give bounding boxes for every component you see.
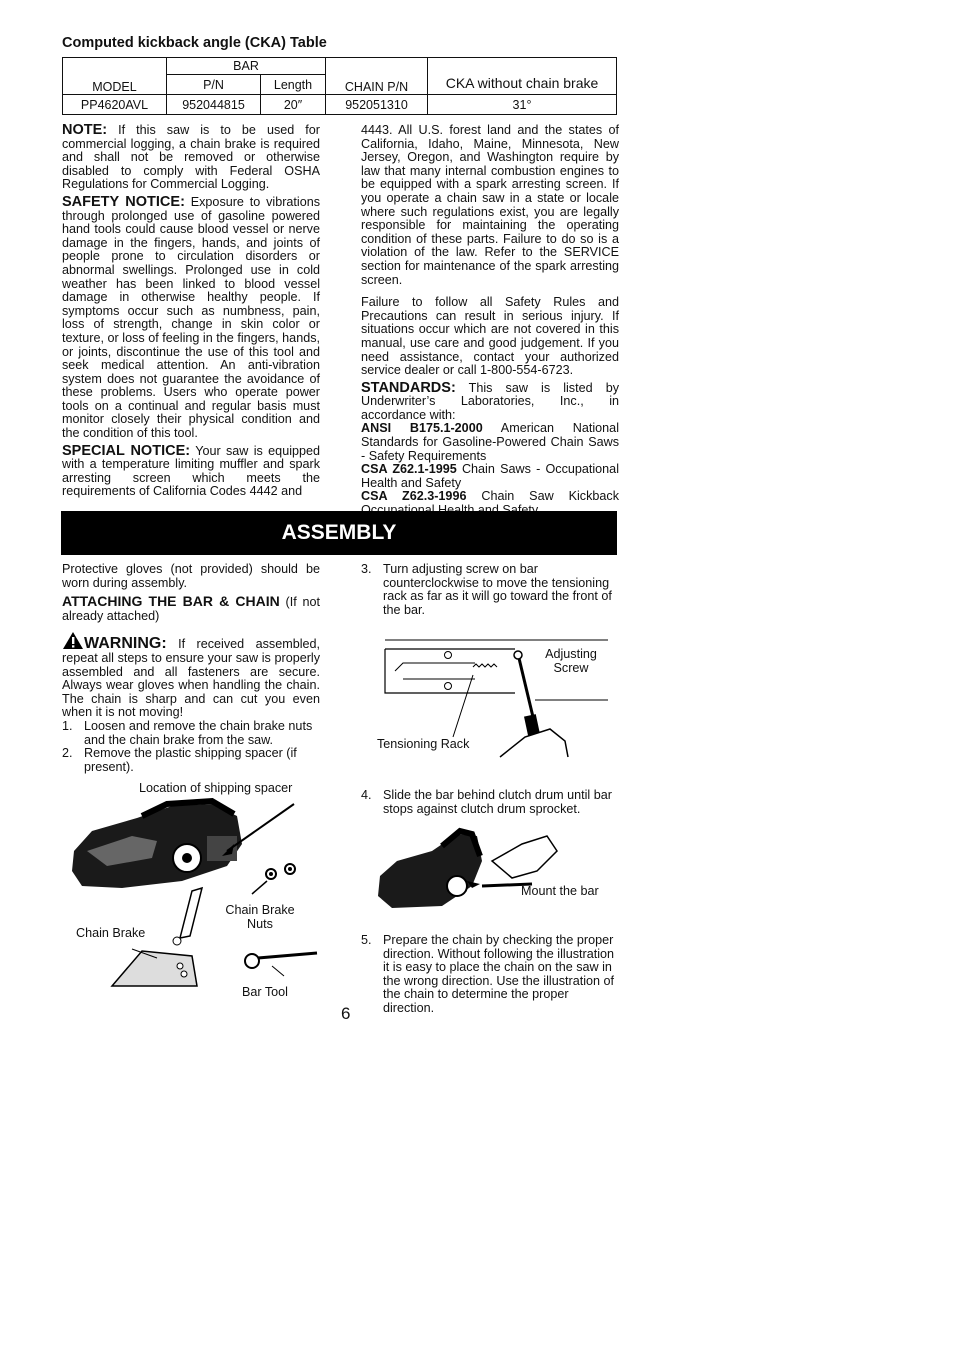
ansi-label: ANSI B175.1-2000	[361, 421, 483, 436]
step-number: 5.	[361, 933, 372, 947]
steps-right-list-a	[361, 563, 619, 617]
table-title: Computed kickback angle (CKA) Table	[62, 35, 327, 51]
step-number: 2.	[62, 746, 73, 761]
csa2-text: Chain Saw Kickback	[481, 489, 619, 504]
caption-bar-tool: Bar Tool	[242, 985, 288, 999]
steps-right-list-c	[361, 934, 619, 1016]
note-label: NOTE:	[62, 122, 108, 138]
step-number: 3.	[361, 562, 372, 576]
steps-left-list	[62, 720, 320, 774]
step-text: Slide the bar behind clutch drum until bar stops against clutch drum sprocket.	[383, 788, 612, 816]
special-label: SPECIAL NOTICE:	[62, 442, 191, 459]
step-text: Turn adjusting screw on bar counterclockwise to move the tensioning rack as far as it will go toward the front of the bar.	[383, 562, 612, 617]
attach-note: (If not already attached)	[62, 595, 320, 623]
caption-mount-bar: Mount the bar	[521, 884, 599, 898]
step-text: Remove the plastic shipping spacer (if present).	[84, 746, 297, 774]
table-row	[63, 95, 617, 115]
cell-model: PP4620AVL	[63, 95, 167, 115]
attach-paragraph	[62, 595, 320, 623]
cell-pn: 952044815	[167, 95, 261, 115]
warning-paragraph	[62, 631, 320, 720]
ansi-paragraph	[361, 422, 619, 463]
step-5-block	[361, 934, 619, 1016]
step-text: Prepare the chain by checking the proper direction. Without following the illustration it is easy to place the chain on the saw in the wrong direction. Use the illustration of the chain to determine the proper direction.	[383, 933, 615, 1015]
header-model: MODEL	[63, 58, 167, 95]
caption-shipping-spacer: Location of shipping spacer	[139, 781, 293, 795]
assembly-left-column	[62, 563, 320, 774]
mount-bar-illustration	[372, 826, 572, 916]
step-number: 1.	[62, 718, 73, 733]
list-item	[62, 720, 320, 747]
notes-left-column	[62, 124, 320, 503]
safety-text: Exposure to vibrations through prolonged use of gasoline powered hand tools could cause blood vessel or nerve damage in the fingers, hands, and joints of people prone to circulation disorders or abnormal swellings. Prolonged use in cold weather has been linked to blood vessel damage in otherwise healthy people. If symptoms occur such as numbness, pain, loss of strength, change in skin color or texture, or loss of feeling in the fingers, hands, or joints, discontinue the use of this tool and seek medical attention. An anti-vibration system does not guarantee the avoidance of these problems. Users who operate power tools on a continual and regular basis must monitor closely their physical condition and the condition of this tool.	[62, 194, 320, 441]
list-item	[62, 747, 320, 774]
continued-paragraph: 4443. All U.S. forest land and the states of California, Idaho, Maine, Minnesota, New Jersey, Oregon, and Washington require by law that many internal combustion engines to be equipped with a spark arresting screen. If you operate a chain saw in a state or locale where such regulations exist, you are legally responsible for maintaining the operating condition of these parts. Failure to do so is a violation of the law. Refer to the SERVICE section for maintenance of the spark arresting screen.	[361, 123, 619, 287]
header-pn: P/N	[167, 75, 261, 95]
list-item	[361, 563, 619, 617]
note-text: If this saw is to be used for commercial logging, a chain brake is required and shall not be removed or otherwise disabled to comply with Federal OSHA Regulations for Commercial Logging.	[62, 123, 320, 192]
caption-chain-brake: Chain Brake	[76, 926, 146, 940]
header-bar: BAR	[167, 58, 326, 75]
cell-chain-pn: 952051310	[326, 95, 428, 115]
assembly-banner: ASSEMBLY	[61, 511, 617, 555]
standards-paragraph	[361, 379, 619, 423]
gloves-paragraph: Protective gloves (not provided) should be worn during assembly.	[62, 562, 320, 590]
notes-right-column	[361, 124, 619, 518]
cell-length: 20″	[261, 95, 326, 115]
warning-label: WARNING:	[84, 635, 167, 653]
caption-tensioning-rack: Tensioning Rack	[377, 737, 470, 751]
step-3-block	[361, 563, 619, 617]
list-item	[361, 934, 619, 1016]
warning-triangle-icon	[62, 631, 84, 650]
page-number: 6	[341, 1004, 351, 1023]
cka-table	[62, 57, 617, 115]
csa1-text: Chain Saws - Occupational Health and Safety	[361, 462, 619, 490]
failure-paragraph: Failure to follow all Safety Rules and Precautions can result in serious injury. If situations occur which are not covered in this manual, use care and good judgement. If you need assistance, contact your authorized service dealer or call 1-800-554-6723.	[361, 295, 619, 378]
step-text: Loosen and remove the chain brake nuts and the chain brake from the saw.	[84, 718, 313, 747]
csa1-paragraph	[361, 463, 619, 490]
header-length: Length	[261, 75, 326, 95]
special-text: Your saw is equipped with a temperature limiting muffler and spark arresting screen which meets the requirements of California Codes 4442 and	[62, 443, 321, 499]
step-number: 4.	[361, 788, 372, 802]
csa2-label: CSA Z62.3-1996	[361, 489, 467, 504]
steps-right-list-b	[361, 789, 619, 816]
caption-adjusting-screw: Adjusting Screw	[545, 647, 597, 675]
warning-text: If received assembled, repeat all steps to ensure your saw is properly assembled and all fasteners are secure. Always wear gloves when handling the chain. The chain is sharp and can cut you even when it is not moving!	[62, 637, 320, 720]
standards-label: STANDARDS:	[361, 379, 456, 396]
header-chain-pn: CHAIN P/N	[326, 58, 428, 95]
header-cka: CKA without chain brake	[428, 58, 617, 95]
special-paragraph	[62, 442, 321, 499]
list-item	[361, 789, 619, 816]
caption-chain-brake-nuts: Chain Brake Nuts	[225, 903, 295, 931]
cell-cka: 31°	[428, 95, 617, 115]
ansi-text: American National Standards for Gasoline-Powered Chain Saws - Safety Requirements	[361, 421, 619, 463]
standards-text: This saw is listed by Underwriter’s Laboratories, Inc., in accordance with:	[361, 380, 619, 422]
attach-label: ATTACHING THE BAR & CHAIN	[62, 593, 280, 610]
safety-label: SAFETY NOTICE:	[62, 193, 185, 210]
csa1-label: CSA Z62.1-1995	[361, 462, 457, 477]
step-4-block	[361, 789, 619, 816]
safety-paragraph	[62, 193, 320, 441]
note-paragraph	[62, 124, 320, 192]
chainsaw-disassembly-illustration	[62, 796, 332, 996]
